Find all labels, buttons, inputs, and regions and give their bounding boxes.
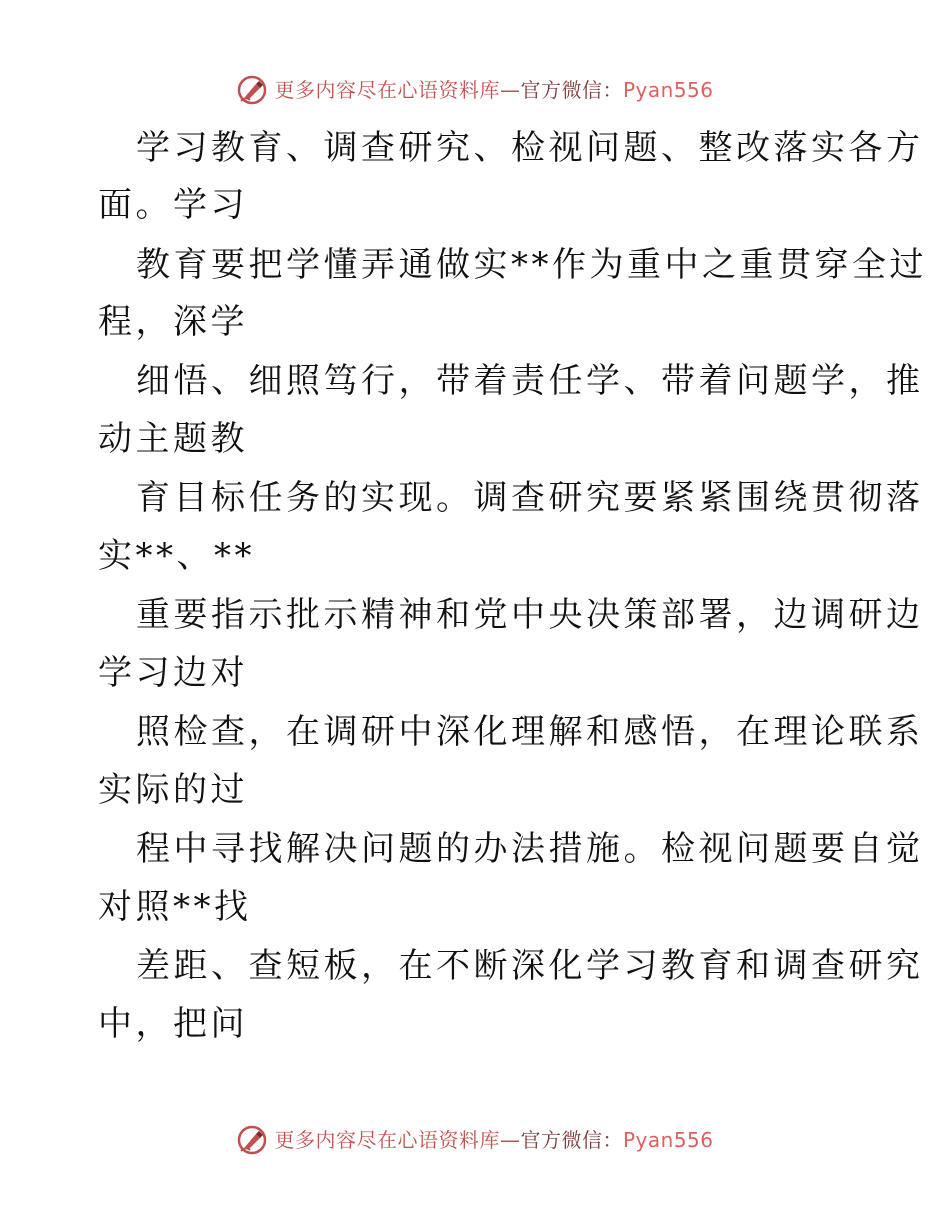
pen-nib-circle-icon — [236, 1124, 268, 1156]
banner-dash: — — [499, 78, 521, 102]
banner-site-name: 更多内容尽在心语资料库 — [274, 78, 500, 102]
paragraph-line: 育目标任务的实现。调查研究要紧紧围绕贯彻落 — [136, 478, 924, 518]
paragraph-line: 差距、查短板，在不断深化学习教育和调查研究 — [136, 946, 924, 986]
pen-nib-circle-icon — [236, 74, 268, 106]
banner-text — [274, 1120, 713, 1160]
paragraph-line: 对照**找 — [98, 887, 252, 927]
paragraph-line: 实际的过 — [98, 770, 248, 810]
paragraph-line: 动主题教 — [98, 419, 248, 459]
banner-dash: — — [499, 1128, 521, 1152]
banner-site-name: 更多内容尽在心语资料库 — [274, 1128, 500, 1152]
banner-wechat-handle: Pyan556 — [622, 1128, 714, 1152]
paragraph-line: 教育要把学懂弄通做实**作为重中之重贯穿全过 — [136, 245, 927, 285]
paragraph-line: 学习边对 — [98, 653, 248, 693]
paragraph-line: 程，深学 — [98, 302, 248, 342]
banner-wechat-label: 官方微信： — [520, 78, 623, 102]
paragraph-line: 程中寻找解决问题的办法措施。检视问题要自觉 — [136, 829, 924, 869]
paragraph-line: 中，把问 — [98, 1004, 248, 1044]
paragraph-line: 细悟、细照笃行，带着责任学、带着问题学，推 — [136, 361, 924, 401]
paragraph-line: 照检查，在调研中深化理解和感悟，在理论联系 — [136, 712, 924, 752]
paragraph-line: 实**、** — [98, 536, 255, 576]
banner-wechat-label: 官方微信： — [520, 1128, 623, 1152]
paragraph-line: 学习教育、调查研究、检视问题、整改落实各方 — [136, 128, 924, 168]
banner-wechat-handle: Pyan556 — [622, 78, 714, 102]
header-banner — [0, 70, 950, 110]
paragraph-line: 重要指示批示精神和党中央决策部署，边调研边 — [136, 595, 924, 635]
paragraph-line: 面。学习 — [98, 185, 248, 225]
banner-text — [274, 70, 713, 110]
footer-banner — [0, 1120, 950, 1160]
